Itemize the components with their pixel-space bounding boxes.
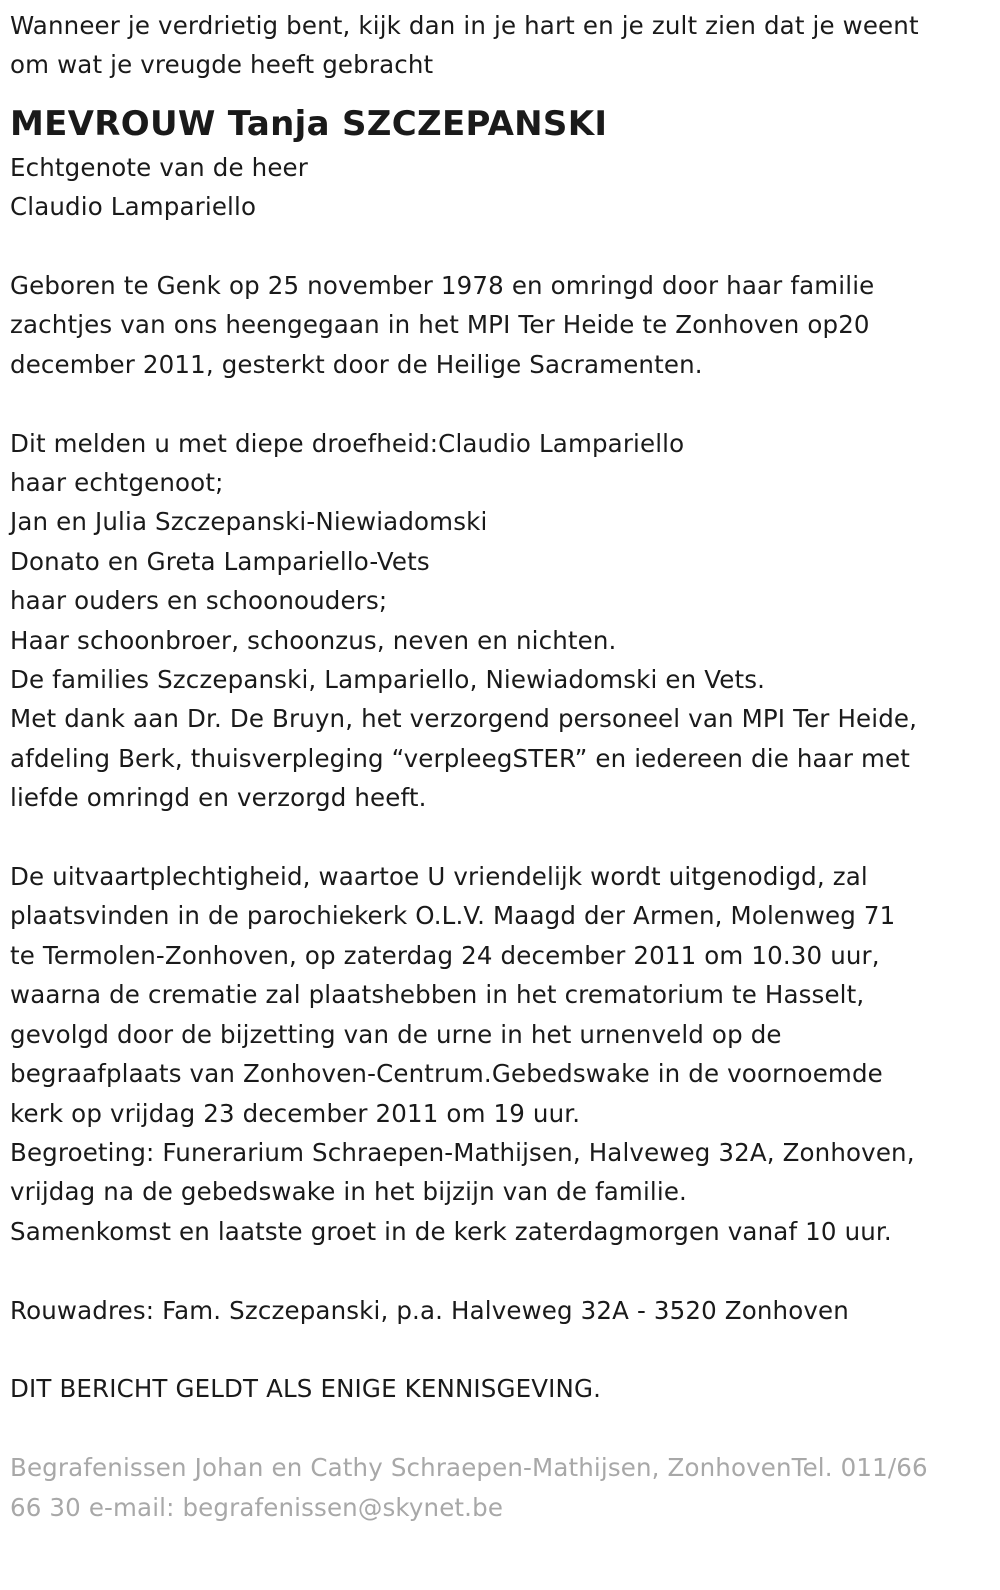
undertaker-footer <box>10 1448 990 1527</box>
funeral-line: plaatsvinden in de parochiekerk O.L.V. Maagd der Armen, Molenweg 71 <box>10 901 896 931</box>
mourners-line: afdeling Berk, thuisverpleging “verpleegSTER” en iedereen die haar met <box>10 743 911 773</box>
funeral-line: kerk op vrijdag 23 december 2011 om 19 uur. <box>10 1098 581 1128</box>
quote-line: om wat je vreugde heeft gebracht <box>10 50 434 80</box>
funeral-line: gevolgd door de bijzetting van de urne in het urnenveld op de <box>10 1019 782 1049</box>
funeral-line: Begroeting: Funerarium Schraepen-Mathijsen, Halveweg 32A, Zonhoven, <box>10 1137 915 1167</box>
quote-line: Wanneer je verdrietig bent, kijk dan in je hart en je zult zien dat je weent <box>10 11 919 40</box>
mourners-line: Haar schoonbroer, schoonzus, neven en nichten. <box>10 625 617 655</box>
mourners-line: De families Szczepanski, Lampariello, Niewiadomski en Vets. <box>10 665 766 695</box>
mourners-line: Donato en Greta Lampariello-Vets <box>10 546 430 576</box>
funeral-line: Samenkomst en laatste groet in de kerk zaterdagmorgen vanaf 10 uur. <box>10 1216 892 1246</box>
mourners-line: Jan en Julia Szczepanski-Niewiadomski <box>10 507 488 537</box>
opening-quote <box>10 6 990 85</box>
sole-notice: DIT BERICHT GELDT ALS ENIGE KENNISGEVING. <box>10 1374 602 1404</box>
funeral-line: te Termolen-Zonhoven, op zaterdag 24 december 2011 om 10.30 uur, <box>10 940 880 970</box>
spouse-line: Echtgenote van de heer <box>10 152 308 182</box>
footer-line: 66 30 e-mail: begrafenissen@skynet.be <box>10 1492 504 1522</box>
mourners-line: haar ouders en schoonouders; <box>10 586 388 616</box>
mourners-line: Met dank aan Dr. De Bruyn, het verzorgend personeel van MPI Ter Heide, <box>10 704 918 734</box>
birth-death-line: zachtjes van ons heengegaan in het MPI Ter Heide te Zonhoven op20 <box>10 310 870 340</box>
funeral-line: vrijdag na de gebedswake in het bijzijn van de familie. <box>10 1177 687 1207</box>
spouse-line: Claudio Lampariello <box>10 192 257 222</box>
birth-death-line: december 2011, gesterkt door de Heilige Sacramenten. <box>10 349 703 379</box>
funeral-line: De uitvaartplechtigheid, waartoe U vriendelijk wordt uitgenodigd, zal <box>10 862 868 892</box>
mourning-address: Rouwadres: Fam. Szczepanski, p.a. Halveweg 32A - 3520 Zonhoven <box>10 1295 849 1325</box>
funeral-line: waarna de crematie zal plaatshebben in het crematorium te Hasselt, <box>10 980 865 1010</box>
deceased-name: MEVROUW Tanja SZCZEPANSKI <box>10 103 608 144</box>
birth-death-line: Geboren te Genk op 25 november 1978 en omringd door haar familie <box>10 271 875 301</box>
funeral-section <box>10 857 990 1251</box>
mourners-line: Dit melden u met diepe droefheid:Claudio Lampariello <box>10 428 685 458</box>
spouse-section <box>10 148 990 227</box>
footer-line: Begrafenissen Johan en Cathy Schraepen-Mathijsen, ZonhovenTel. 011/66 <box>10 1453 928 1483</box>
funeral-line: begraafplaats van Zonhoven-Centrum.Gebedswake in de voornoemde <box>10 1059 883 1089</box>
mourners-line: liefde omringd en verzorgd heeft. <box>10 783 427 813</box>
birth-death-section <box>10 266 990 384</box>
mourners-section <box>10 424 990 818</box>
mourners-line: haar echtgenoot; <box>10 468 224 498</box>
